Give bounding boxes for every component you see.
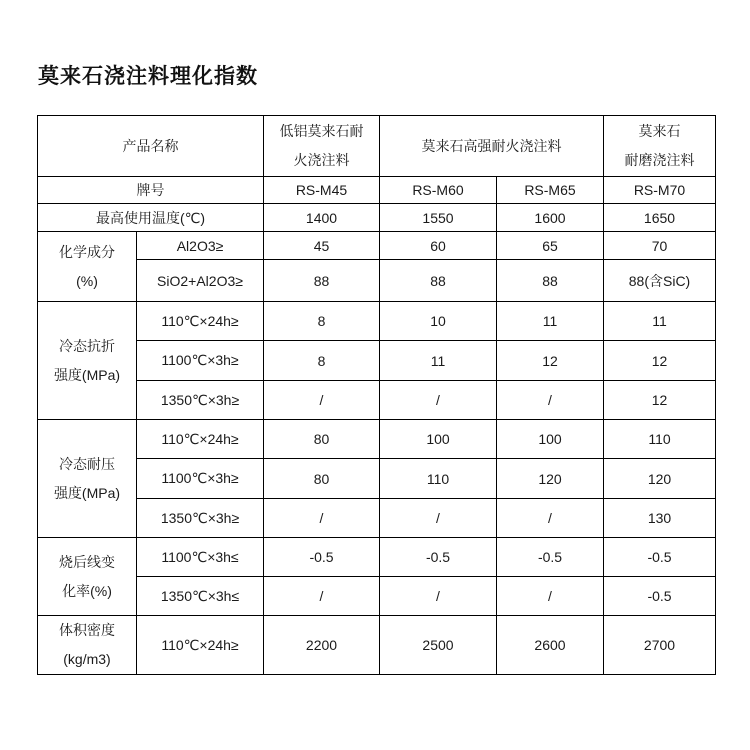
value-cell: 12 <box>497 341 604 381</box>
value-cell: 130 <box>604 499 716 538</box>
sub-label-cell: 110℃×24h≥ <box>137 420 264 459</box>
value-cell: / <box>264 381 380 420</box>
value-cell: 2200 <box>264 616 380 675</box>
product-cell <box>604 116 716 177</box>
value-cell: 60 <box>380 232 497 260</box>
value-cell: -0.5 <box>497 538 604 577</box>
value-cell: 11 <box>604 302 716 341</box>
table-row <box>38 341 716 381</box>
group-label: 冷态抗折 强度(MPa) <box>53 337 121 383</box>
table-row <box>38 420 716 459</box>
value-cell: 70 <box>604 232 716 260</box>
value-cell: 120 <box>497 459 604 499</box>
table-row <box>38 577 716 616</box>
sub-label-cell: Al2O3≥ <box>137 232 264 260</box>
grade-cell: RS-M45 <box>264 177 380 204</box>
sub-label-cell: 110℃×24h≥ <box>137 616 264 675</box>
value-cell: 11 <box>380 341 497 381</box>
group-label-cell <box>38 538 137 616</box>
group-label-cell <box>38 232 137 302</box>
value-cell: 12 <box>604 341 716 381</box>
value-cell: 100 <box>497 420 604 459</box>
sub-label-cell: 110℃×24h≥ <box>137 302 264 341</box>
row-grades <box>38 177 716 204</box>
group-label: 烧后线变 化率(%) <box>59 553 115 599</box>
value-cell: 45 <box>264 232 380 260</box>
value-cell: 8 <box>264 302 380 341</box>
value-cell: 10 <box>380 302 497 341</box>
table-row <box>38 232 716 260</box>
value-cell: / <box>380 381 497 420</box>
value-cell: 8 <box>264 341 380 381</box>
table-row <box>38 538 716 577</box>
row-max-temp <box>38 204 716 232</box>
sub-label-cell: 1350℃×3h≥ <box>137 499 264 538</box>
value-cell: 88 <box>380 260 497 302</box>
group-label: 冷态耐压 强度(MPa) <box>53 455 121 501</box>
value-cell: 1400 <box>264 204 380 232</box>
sub-label-cell: 1100℃×3h≤ <box>137 538 264 577</box>
page-title: 莫来石浇注料理化指数 <box>38 65 258 88</box>
sub-label-cell: 1100℃×3h≥ <box>137 341 264 381</box>
value-cell: 1600 <box>497 204 604 232</box>
value-cell: -0.5 <box>604 538 716 577</box>
value-cell: 88 <box>264 260 380 302</box>
value-cell: / <box>497 577 604 616</box>
value-cell: / <box>380 499 497 538</box>
sub-label-cell: SiO2+Al2O3≥ <box>137 260 264 302</box>
group-label-cell <box>38 616 137 675</box>
value-cell: 12 <box>604 381 716 420</box>
value-cell: 80 <box>264 459 380 499</box>
table-row <box>38 302 716 341</box>
sub-label-cell: 1350℃×3h≥ <box>137 381 264 420</box>
value-cell: 110 <box>380 459 497 499</box>
value-cell: 100 <box>380 420 497 459</box>
value-cell: 2500 <box>380 616 497 675</box>
sub-label-cell: 1100℃×3h≥ <box>137 459 264 499</box>
spec-table <box>37 115 716 675</box>
value-cell: / <box>497 381 604 420</box>
value-cell: 65 <box>497 232 604 260</box>
grade-label-cell: 牌号 <box>38 177 264 204</box>
value-cell: 1550 <box>380 204 497 232</box>
value-cell: 88(含SiC) <box>604 260 716 302</box>
table-row <box>38 616 716 675</box>
product-cell <box>264 116 380 177</box>
product-name: 低铝莫来石耐 火浇注料 <box>279 123 364 168</box>
value-cell: / <box>264 577 380 616</box>
product-name-label-cell: 产品名称 <box>38 116 264 177</box>
sub-label-cell: 1350℃×3h≤ <box>137 577 264 616</box>
grade-cell: RS-M65 <box>497 177 604 204</box>
group-label: 化学成分 (%) <box>59 243 115 289</box>
grade-cell: RS-M70 <box>604 177 716 204</box>
product-cell: 莫来石高强耐火浇注料 <box>380 116 604 177</box>
value-cell: 11 <box>497 302 604 341</box>
value-cell: 88 <box>497 260 604 302</box>
value-cell: -0.5 <box>604 577 716 616</box>
value-cell: / <box>264 499 380 538</box>
group-label-cell <box>38 302 137 420</box>
value-cell: 80 <box>264 420 380 459</box>
value-cell: 2700 <box>604 616 716 675</box>
table-row <box>38 381 716 420</box>
value-cell: 1650 <box>604 204 716 232</box>
value-cell: 110 <box>604 420 716 459</box>
row-product-names <box>38 116 716 177</box>
value-cell: -0.5 <box>380 538 497 577</box>
grade-cell: RS-M60 <box>380 177 497 204</box>
max-temp-label-cell: 最高使用温度(℃) <box>38 204 264 232</box>
value-cell: 120 <box>604 459 716 499</box>
value-cell: / <box>497 499 604 538</box>
table-row <box>38 499 716 538</box>
table-row <box>38 459 716 499</box>
table-row <box>38 260 716 302</box>
value-cell: / <box>380 577 497 616</box>
group-label-cell <box>38 420 137 538</box>
group-label: 体积密度 (kg/m3) <box>59 622 115 667</box>
value-cell: 2600 <box>497 616 604 675</box>
product-name: 莫来石 耐磨浇注料 <box>624 123 695 168</box>
value-cell: -0.5 <box>264 538 380 577</box>
